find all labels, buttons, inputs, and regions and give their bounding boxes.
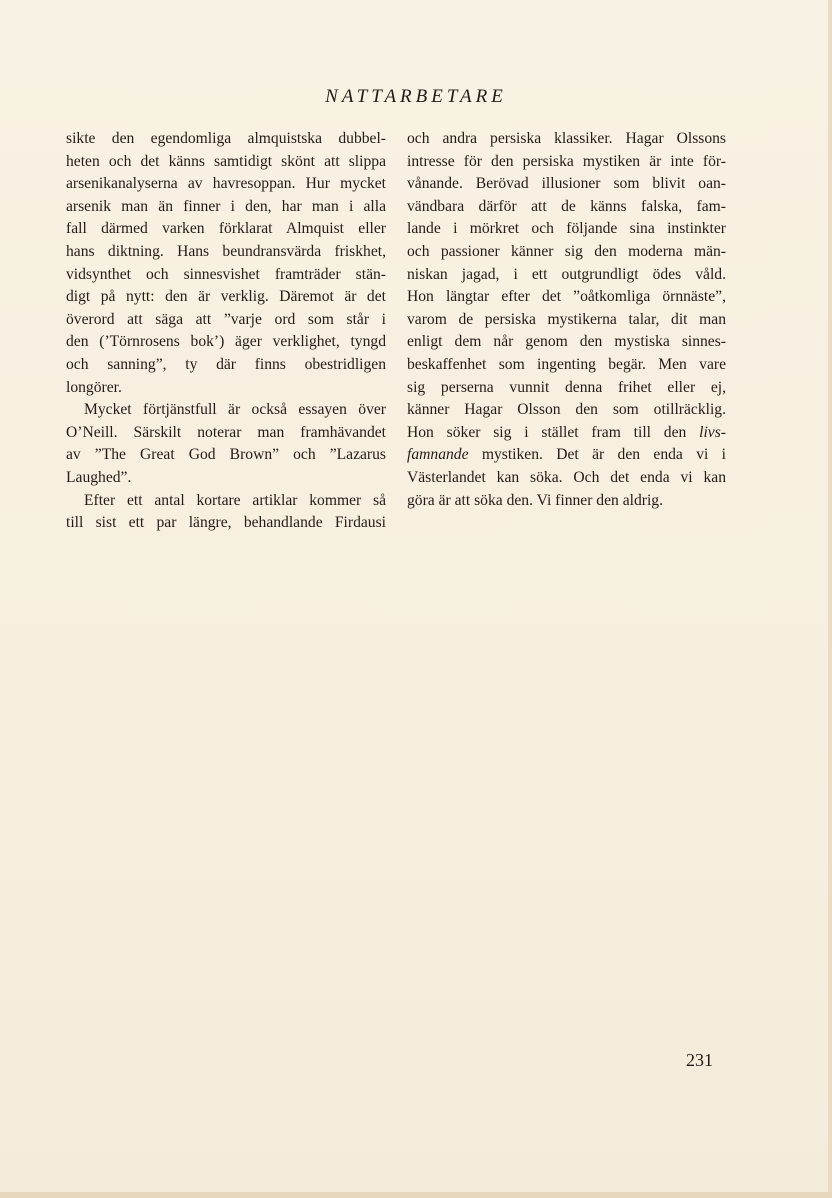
text-line: intresse för den persiska mystiken är inte för- — [407, 152, 726, 170]
running-title: NATTARBETARE — [325, 86, 507, 107]
text-line: beskaffenhet som ingenting begär. Men vare — [407, 355, 726, 373]
text-line: digt på nytt: den är verklig. Däremot är det — [66, 288, 386, 306]
text-line: och passioner känner sig den moderna män- — [407, 242, 726, 260]
right-column — [407, 128, 726, 512]
text-line: varom de persiska mystikerna talar, dit man — [407, 310, 726, 328]
text-line: överord att säga att ”varje ord som står i — [66, 310, 386, 328]
text-line: fall därmed varken förklarat Almquist eller — [66, 220, 386, 238]
text-line: niskan jagad, i ett outgrundligt ödes våld. — [407, 265, 726, 283]
text-line: och andra persiska klassiker. Hagar Olssons — [407, 130, 726, 147]
page-number: 231 — [686, 1050, 713, 1070]
text-line — [407, 422, 726, 445]
text-line: Västerlandet kan söka. Och det enda vi kan — [407, 468, 726, 486]
text-line: enligt dem når genom den mystiska sinnes- — [407, 333, 726, 351]
text-line: vidsynthet och sinnesvishet framträder stän- — [66, 265, 386, 283]
text-line: hans diktning. Hans beundransvärda friskhet, — [66, 242, 386, 260]
text-line: göra är att söka den. Vi finner den aldrig. — [407, 491, 663, 509]
text-segment: mystiken. Det är den enda vi i — [481, 446, 726, 464]
text-line: vånande. Berövad illusioner som blivit oan- — [407, 175, 726, 193]
text-line: sig perserna vunnit denna frihet eller ej, — [407, 378, 726, 396]
page-edge-bottom — [0, 1192, 832, 1198]
text-line: och sanning”, ty där finns obestridligen — [66, 355, 386, 373]
text-line: av ”The Great God Brown” och ”Lazarus — [66, 446, 386, 464]
text-line — [407, 444, 726, 467]
italic-word: livs- — [699, 423, 726, 441]
text-line: Hon längtar efter det ”oåtkomliga örnnäste”, — [407, 288, 726, 306]
text-line: sikte den egendomliga almquistska dubbel- — [66, 130, 386, 147]
italic-word: famnande — [407, 446, 469, 464]
text-line: till sist ett par längre, behandlande Firdausi — [66, 514, 386, 532]
text-line: Laughed”. — [66, 468, 132, 486]
text-line: Mycket förtjänstfull är också essayen över — [84, 401, 386, 419]
text-line: den (’Törnrosens bok’) äger verklighet, tyngd — [66, 333, 386, 351]
text-line: arsenik man än finner i den, har man i alla — [66, 197, 386, 215]
text-line: känner Hagar Olsson den som otillräcklig. — [407, 401, 726, 419]
text-line: Efter ett antal kortare artiklar kommer så — [84, 491, 386, 509]
text-line: arsenikanalyserna av havresoppan. Hur mycket — [66, 175, 386, 193]
text-line: lande i mörkret och följande sina instinkter — [407, 220, 726, 238]
left-column — [66, 128, 386, 535]
text-line: heten och det känns samtidigt skönt att slippa — [66, 152, 386, 170]
text-line: longörer. — [66, 378, 122, 396]
text-line: vändbara därför att de känns falska, fam- — [407, 197, 726, 215]
page-edge-right — [828, 0, 832, 1198]
text-segment: Hon söker sig i stället fram till den — [407, 423, 687, 441]
text-line: O’Neill. Särskilt noterar man framhävandet — [66, 423, 386, 441]
